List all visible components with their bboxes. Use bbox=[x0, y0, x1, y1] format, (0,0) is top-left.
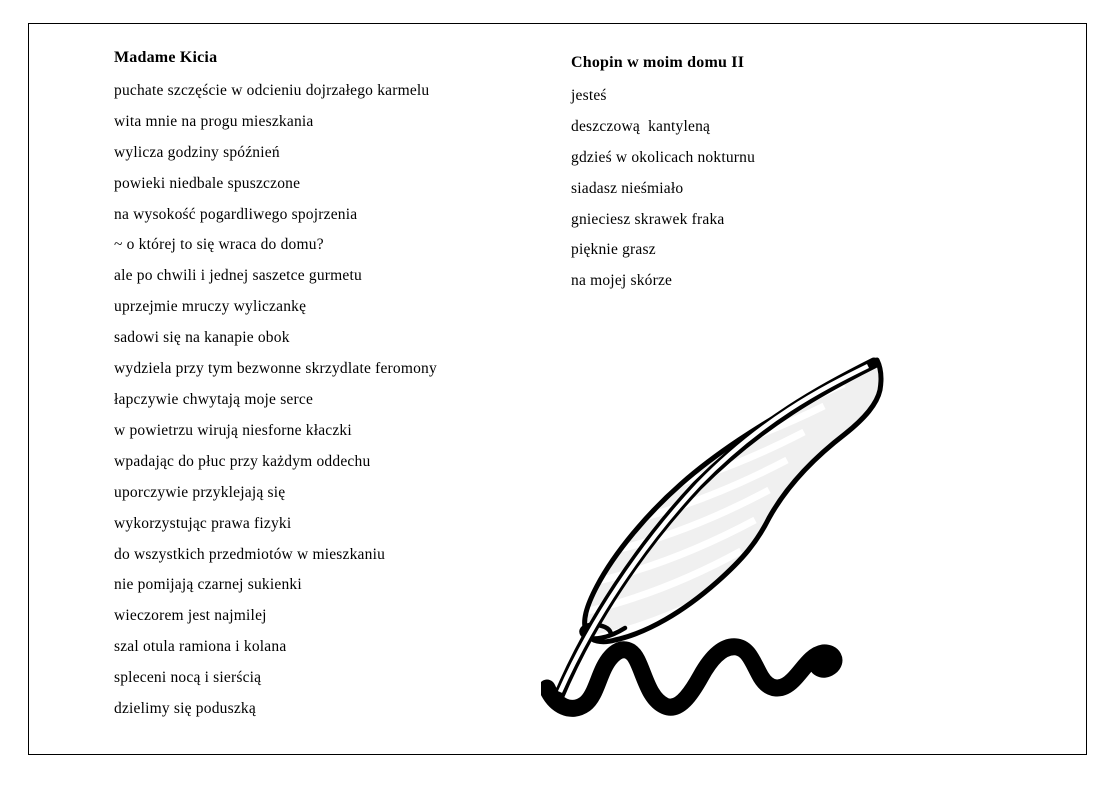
poem-line: pięknie grasz bbox=[571, 241, 656, 259]
poem-line: powieki niedbale spuszczone bbox=[114, 174, 301, 192]
poem-line: na mojej skórze bbox=[571, 272, 673, 290]
poem-line: deszczową kantyleną bbox=[571, 117, 711, 135]
poem-madame-kicia bbox=[114, 43, 534, 725]
poem-line: ale po chwili i jednej saszetce gurmetu bbox=[114, 267, 362, 285]
quill-pen-illustration bbox=[541, 346, 891, 736]
poem-line: ~ o której to się wraca do domu? bbox=[114, 236, 324, 254]
poem-line: gnieciesz skrawek fraka bbox=[571, 210, 725, 228]
poem-line: w powietrzu wirują niesforne kłaczki bbox=[114, 421, 352, 439]
poem-line: dzielimy się poduszką bbox=[114, 700, 256, 718]
poem-line: na wysokość pogardliwego spojrzenia bbox=[114, 205, 358, 223]
poem-title: Madame Kicia bbox=[114, 49, 218, 66]
poem-line: puchate szczęście w odcieniu dojrzałego karmelu bbox=[114, 81, 430, 99]
document-page bbox=[28, 23, 1087, 755]
feather-vane bbox=[575, 360, 881, 642]
poem-line: wydziela przy tym bezwonne skrzydlate feromony bbox=[114, 360, 437, 378]
poem-line: uprzejmie mruczy wyliczankę bbox=[114, 298, 307, 316]
poem-line: wylicza godziny spóźnień bbox=[114, 143, 280, 161]
poem-line: siadasz nieśmiało bbox=[571, 179, 684, 197]
poem-line: wykorzystując prawa fizyki bbox=[114, 514, 292, 532]
poem-line: uporczywie przyklejają się bbox=[114, 483, 286, 501]
poem-line: spleceni nocą i sierścią bbox=[114, 669, 262, 687]
poem-line: łapczywie chwytają moje serce bbox=[114, 390, 314, 408]
poem-line: sadowi się na kanapie obok bbox=[114, 329, 290, 347]
poem-line: wita mnie na progu mieszkania bbox=[114, 112, 314, 130]
poem-line: wieczorem jest najmilej bbox=[114, 607, 267, 625]
poem-line: do wszystkich przedmiotów w mieszkaniu bbox=[114, 545, 386, 563]
poem-line: gdzieś w okolicach nokturnu bbox=[571, 148, 756, 166]
poem-line: nie pomijają czarnej sukienki bbox=[114, 576, 302, 594]
poem-line: jesteś bbox=[571, 86, 607, 104]
poem-line: szal otula ramiona i kolana bbox=[114, 638, 287, 656]
poem-line: wpadając do płuc przy każdym oddechu bbox=[114, 452, 371, 470]
poem-chopin-w-moim-domu bbox=[571, 48, 971, 297]
ink-stroke-squiggle bbox=[547, 647, 834, 709]
poem-title: Chopin w moim domu II bbox=[571, 54, 745, 71]
